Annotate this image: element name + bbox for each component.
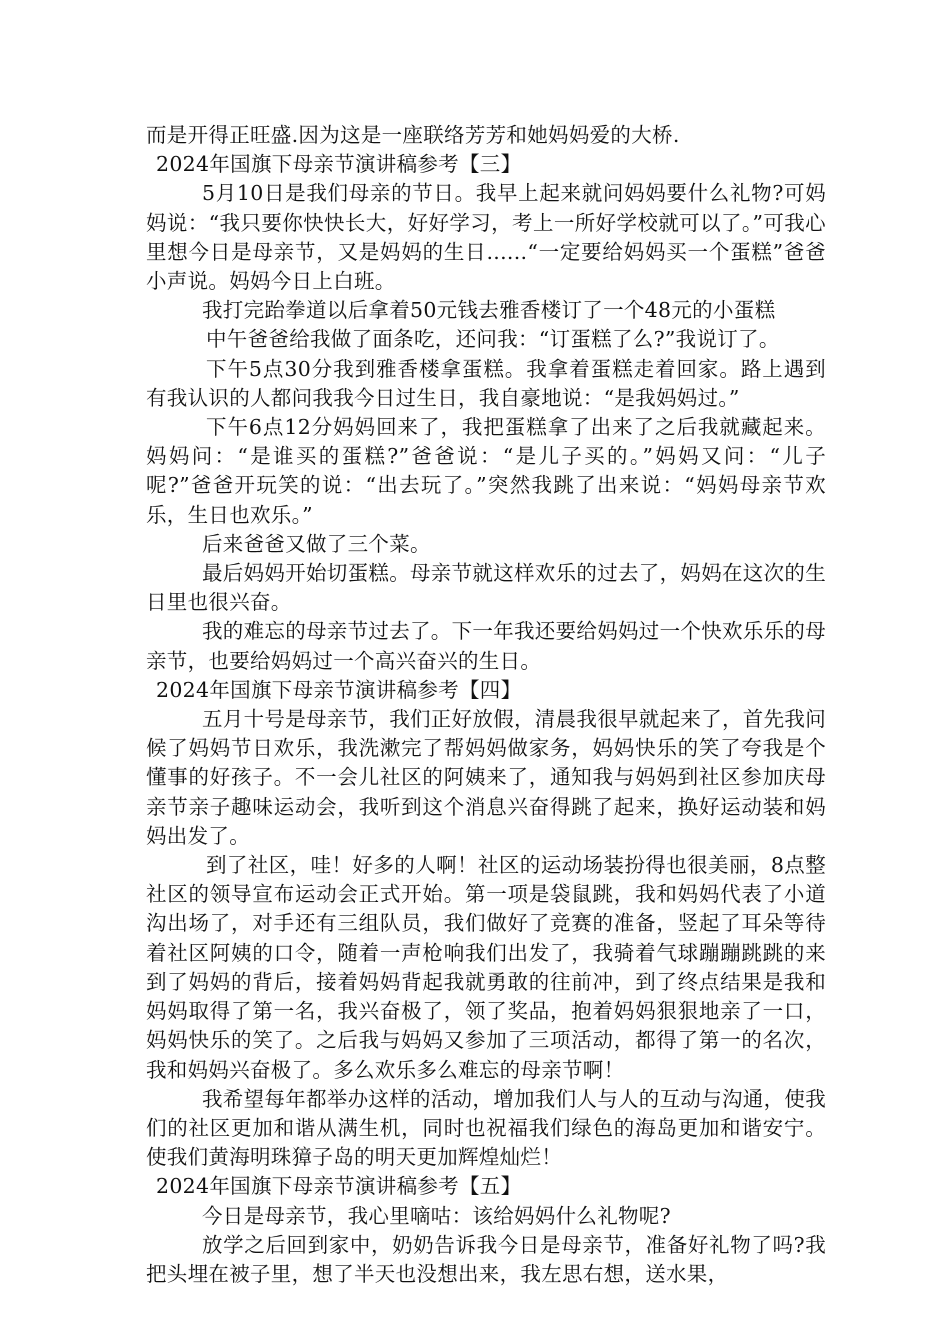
paragraph: 我希望每年都举办这样的活动，增加我们人与人的互动与沟通，使我们的社区更加和谐从满生机，同时也祝福我们绿色的海岛更加和谐安宁。使我们黄海明珠獐子岛的明天更加辉煌灿烂！	[146, 1086, 826, 1170]
paragraph: 而是开得正旺盛.因为这是一座联络芳芳和她妈妈爱的大桥.	[146, 123, 680, 147]
paragraph: 放学之后回到家中，奶奶告诉我今日是母亲节，准备好礼物了吗?我把头埋在被子里，想了半天也没想出来，我左思右想，送水果，	[146, 1232, 826, 1286]
section-heading: 2024年国旗下母亲节演讲稿参考【四】	[156, 677, 522, 702]
paragraph: 到了社区，哇！好多的人啊！社区的运动场装扮得也很美丽，8点整社区的领导宣布运动会正式开始。第一项是袋鼠跳，我和妈妈代表了小道沟出场了，对手还有三组队员，我们做好了竞赛的准备，竖起了耳朵等待着社区阿姨的口令，随着一声枪响我们出发了，我骑着气球蹦蹦跳跳的来到了妈妈的背后，接着妈妈背起我就勇敢的往前冲，到了终点结果是我和妈妈取得了第一名，我兴奋极了，领了奖品，抱着妈妈狠狠地亲了一口，妈妈快乐的笑了。之后我与妈妈又参加了三项活动，都得了第一的名次，我和妈妈兴奋极了。多么欢乐多么难忘的母亲节啊！	[146, 853, 826, 1082]
document-body	[146, 121, 826, 1289]
paragraph: 中午爸爸给我做了面条吃，还问我：“订蛋糕了么?”我说订了。	[206, 327, 780, 352]
paragraph: 五月十号是母亲节，我们正好放假，清晨我很早就起来了，首先我问候了妈妈节日欢乐，我洗漱完了帮妈妈做家务，妈妈快乐的笑了夸我是个懂事的好孩子。不一会儿社区的阿姨来了，通知我与妈妈到社区参加庆母亲节亲子趣味运动会，我听到这个消息兴奋得跳了起来，换好运动装和妈妈出发了。	[146, 707, 826, 848]
paragraph: 下午6点12分妈妈回来了，我把蛋糕拿了出来了之后我就藏起来。妈妈问：“是谁买的蛋糕?”爸爸说：“是儿子买的。”妈妈又问：“儿子呢?”爸爸开玩笑的说：“出去玩了。”突然我跳了出来说：“妈妈母亲节欢乐，生日也欢乐。”	[146, 415, 826, 527]
paragraph: 后来爸爸又做了三个菜。	[202, 531, 431, 556]
paragraph: 最后妈妈开始切蛋糕。母亲节就这样欢乐的过去了，妈妈在这次的生日里也很兴奋。	[146, 561, 826, 615]
paragraph: 5月10日是我们母亲的节日。我早上起来就问妈妈要什么礼物?可妈妈说：“我只要你快快长大，好好学习，考上一所好学校就可以了。”可我心里想今日是母亲节，又是妈妈的生日......“一定要给妈妈买一个蛋糕”爸爸小声说。妈妈今日上白班。	[146, 181, 826, 294]
section-heading: 2024年国旗下母亲节演讲稿参考【五】	[156, 1174, 522, 1199]
paragraph: 我的难忘的母亲节过去了。下一年我还要给妈妈过一个快欢乐乐的母亲节，也要给妈妈过一个高兴奋兴的生日。	[146, 619, 826, 673]
paragraph: 下午5点30分我到雅香楼拿蛋糕。我拿着蛋糕走着回家。路上遇到有我认识的人都问我我今日过生日，我自豪地说：“是我妈妈过。”	[146, 356, 826, 410]
paragraph: 我打完跆拳道以后拿着50元钱去雅香楼订了一个48元的小蛋糕	[202, 298, 776, 323]
section-heading: 2024年国旗下母亲节演讲稿参考【三】	[156, 152, 522, 177]
paragraph: 今日是母亲节，我心里嘀咕：该给妈妈什么礼物呢?	[202, 1203, 671, 1228]
